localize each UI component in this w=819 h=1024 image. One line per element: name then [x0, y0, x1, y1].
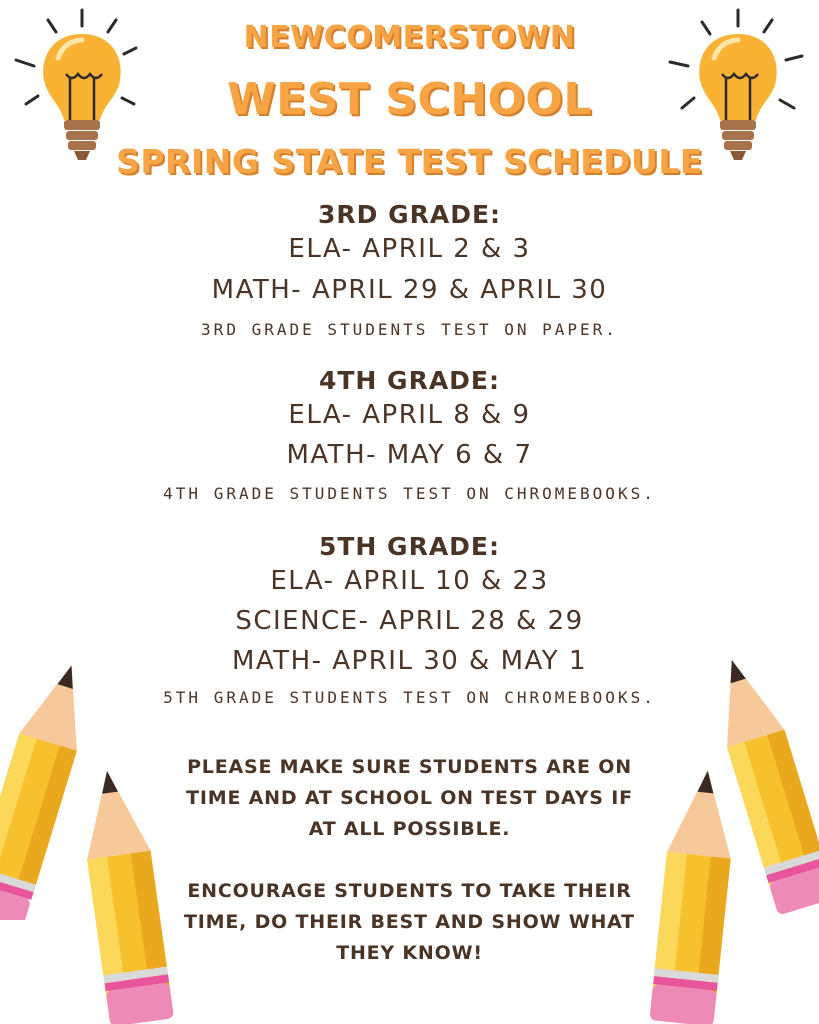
attendance-line: TIME AND AT SCHOOL ON TEST DAYS IF	[186, 787, 633, 809]
grade-4-math: MATH- MAY 6 & 7	[286, 440, 533, 470]
school-district-title: NEWCOMERSTOWN	[243, 20, 576, 55]
encourage-message	[0, 876, 819, 969]
grade-3-note: 3RD GRADE STUDENTS TEST ON PAPER.	[201, 320, 618, 339]
grade-5-heading: 5TH GRADE:	[318, 532, 501, 561]
encourage-line: ENCOURAGE STUDENTS TO TAKE THEIR	[187, 880, 632, 902]
grade-5-science: SCIENCE- APRIL 28 & 29	[235, 606, 584, 636]
school-name-title: WEST SCHOOL	[227, 74, 592, 125]
grade-4-heading: 4TH GRADE:	[318, 366, 501, 395]
schedule-title: SPRING STATE TEST SCHEDULE	[116, 142, 703, 181]
grade-4-note: 4TH GRADE STUDENTS TEST ON CHROMEBOOKS.	[163, 484, 656, 503]
attendance-line: AT ALL POSSIBLE.	[308, 818, 511, 840]
attendance-line: PLEASE MAKE SURE STUDENTS ARE ON	[187, 756, 632, 778]
grade-3-heading: 3RD GRADE:	[317, 200, 502, 229]
grade-5-math: MATH- APRIL 30 & MAY 1	[231, 646, 587, 676]
grade-3-math: MATH- APRIL 29 & APRIL 30	[211, 275, 608, 305]
grade-3-ela: ELA- APRIL 2 & 3	[288, 234, 531, 264]
grade-4-ela: ELA- APRIL 8 & 9	[288, 400, 531, 430]
encourage-line: THEY KNOW!	[336, 942, 483, 964]
grade-5-note: 5TH GRADE STUDENTS TEST ON CHROMEBOOKS.	[163, 688, 656, 707]
encourage-line: TIME, DO THEIR BEST AND SHOW WHAT	[184, 911, 635, 933]
attendance-message	[0, 752, 819, 845]
grade-5-ela: ELA- APRIL 10 & 23	[270, 566, 549, 596]
